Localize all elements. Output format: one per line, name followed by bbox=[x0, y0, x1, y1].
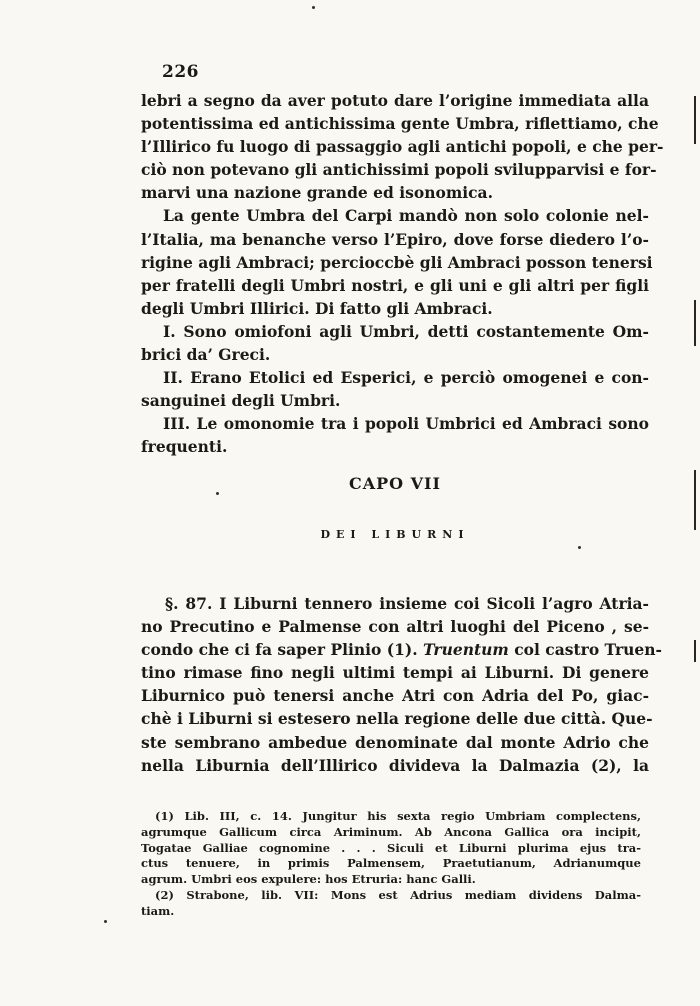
text-line: tino rimase fino negli ultimi tempi ai Liburni. Di genere bbox=[141, 663, 649, 683]
scan-edge-mark bbox=[694, 640, 696, 662]
text-line: sanguinei degli Umbri. bbox=[141, 391, 341, 411]
footnote-line: (2) Strabone, lib. VII: Mons est Adrius mediam dividens Dalma- bbox=[155, 887, 641, 902]
text-line: frequenti. bbox=[141, 437, 228, 457]
text-line: l’Italia, ma benanche verso l’Epiro, dove forse diedero l’o- bbox=[141, 229, 649, 249]
text-line: l’Illirico fu luogo di passaggio agli antichi popoli, e che per- bbox=[141, 137, 664, 157]
text-line-with-italic bbox=[141, 638, 662, 661]
footnote-line: (1) Lib. III, c. 14. Jungitur his sexta regio Umbriam complectens, bbox=[155, 809, 641, 823]
footnotes bbox=[141, 809, 641, 920]
text-line: I. Sono omiofoni agli Umbri, detti costantemente Om- bbox=[163, 321, 649, 341]
text-line: nella Liburnia dell’Illirico divideva la Dalmazia (2), la bbox=[141, 755, 649, 775]
text-line: no Precutino e Palmense con altri luoghi del Piceno , se- bbox=[141, 617, 649, 637]
text-fragment: condo che ci fa saper Plinio (1). bbox=[141, 640, 424, 660]
text-line: II. Erano Etolici ed Esperici, e perciò omogenei e con- bbox=[163, 368, 649, 388]
top-text-block bbox=[141, 89, 664, 459]
scan-speck bbox=[216, 492, 219, 495]
footnote-line: agrumque Gallicum circa Ariminum. Ab Ancona Gallica ora incipit, bbox=[141, 824, 641, 839]
text-line: rigine agli Ambraci; percioccbè gli Ambraci posson tenersi bbox=[141, 252, 653, 272]
footnote-line: ctus tenuere, in primis Palmensem, Praetutianum, Adrianumque bbox=[141, 856, 641, 871]
footnote-line: Togatae Galliae cognomine . . . Siculi et Liburni plurima ejus tra- bbox=[141, 840, 641, 855]
footnote-line: agrum. Umbri eos expulere: hos Etruria: hanc Galli. bbox=[141, 872, 476, 887]
footnote-line: tiam. bbox=[141, 903, 175, 918]
scan-speck bbox=[578, 546, 581, 549]
scan-speck bbox=[312, 6, 315, 9]
text-line: La gente Umbra del Carpi mandò non solo colonie nel- bbox=[163, 206, 649, 226]
text-line: lebri a segno da aver potuto dare l’origine immediata alla bbox=[141, 91, 649, 110]
text-line: brici da’ Greci. bbox=[141, 345, 271, 365]
italic-word: Truentum bbox=[423, 640, 509, 660]
chapter-subtitle: DEI LIBURNI bbox=[320, 528, 470, 541]
scan-speck bbox=[104, 920, 107, 923]
section-text-block bbox=[141, 592, 662, 777]
page-number: 226 bbox=[162, 62, 199, 82]
text-line: §. 87. I Liburni tennero insieme coi Sicoli l’agro Atria- bbox=[165, 594, 649, 613]
text-line: Liburnico può tenersi anche Atri con Adria del Po, giac- bbox=[141, 686, 649, 706]
chapter-title: CAPO VII bbox=[348, 474, 442, 493]
text-line: ciò non potevano gli antichissimi popoli svilupparvisi e for- bbox=[141, 160, 657, 180]
text-line: III. Le omonomie tra i popoli Umbrici ed Ambraci sono bbox=[163, 414, 649, 434]
text-line: per fratelli degli Umbri nostri, e gli uni e gli altri per figli bbox=[141, 275, 649, 295]
scan-edge-mark bbox=[694, 96, 696, 144]
scan-edge-mark bbox=[694, 300, 696, 346]
scan-edge-mark bbox=[694, 470, 696, 530]
text-line: chè i Liburni si estesero nella regione delle due città. Que- bbox=[141, 709, 653, 729]
text-line: ste sembrano ambedue denominate dal monte Adrio che bbox=[141, 732, 649, 752]
text-line: potentissima ed antichissima gente Umbra, riflettiamo, che bbox=[141, 114, 659, 134]
text-fragment: col castro Truen- bbox=[508, 640, 662, 660]
text-line: degli Umbri Illirici. Di fatto gli Ambraci. bbox=[141, 298, 493, 318]
text-line: marvi una nazione grande ed isonomica. bbox=[141, 183, 493, 203]
